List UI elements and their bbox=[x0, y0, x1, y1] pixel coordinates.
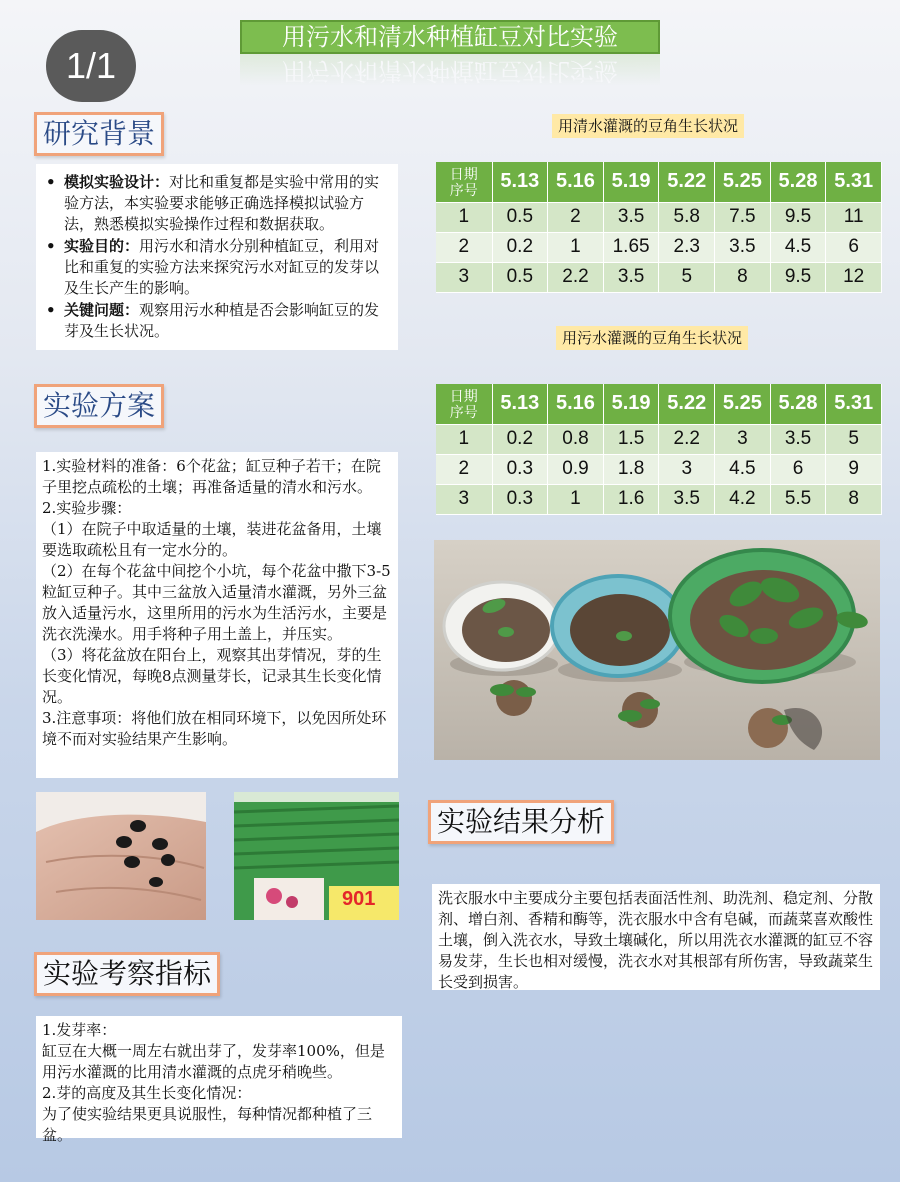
table-cell: 1.8 bbox=[603, 454, 659, 484]
table-cell: 4.5 bbox=[715, 454, 771, 484]
table-cell: 1.6 bbox=[603, 484, 659, 514]
table-cell: 1.5 bbox=[603, 424, 659, 454]
analysis-heading: 实验结果分析 bbox=[428, 800, 614, 844]
indicators-box bbox=[36, 1016, 402, 1144]
row-id: 2 bbox=[436, 454, 492, 484]
plan-line: （3）将花盆放在阳台上，观察其出芽情况，芽的生长变化情况，每晚8点测量芽长，记录其生长变化情况。 bbox=[42, 646, 382, 706]
dirty-water-table bbox=[436, 384, 882, 515]
page-title: 用污水和清水种植缸豆对比实验 bbox=[240, 20, 660, 54]
table-cell: 3.5 bbox=[770, 424, 826, 454]
table-cell: 3 bbox=[659, 454, 715, 484]
background-item: • 模拟实验设计：对比和重复都是实验中常用的实验方法，本实验要求能够正确选择模拟试验方法，熟悉模拟实验操作过程和数据获取。 bbox=[44, 172, 392, 235]
table-cell: 3 bbox=[715, 424, 771, 454]
plan-line: 3.注意事项：将他们放在相同环境下，以免因所处环境不而对实验结果产生影响。 bbox=[42, 709, 387, 748]
table-cell: 8 bbox=[715, 262, 771, 292]
table-cell: 8 bbox=[826, 484, 882, 514]
table-row bbox=[436, 454, 882, 484]
table-cell: 3.5 bbox=[715, 232, 771, 262]
table-cell: 0.5 bbox=[492, 202, 548, 232]
indicators-line: 2.芽的高度及其生长变化情况： bbox=[42, 1084, 252, 1102]
table-cell: 1 bbox=[548, 484, 604, 514]
clean-table-caption: 用清水灌溉的豆角生长状况 bbox=[552, 114, 744, 138]
plan-line: 2.实验步骤： bbox=[42, 499, 132, 517]
table-cell: 0.3 bbox=[492, 454, 548, 484]
page-title-reflection: 用污水和清水种植缸豆对比实验 bbox=[240, 54, 660, 86]
date-header: 5.16 bbox=[548, 384, 604, 424]
seed-package-photo bbox=[234, 792, 399, 920]
table-cell: 3.5 bbox=[603, 262, 659, 292]
table-cell: 0.9 bbox=[548, 454, 604, 484]
seeds-in-hand-photo bbox=[36, 792, 206, 920]
date-header: 5.25 bbox=[715, 384, 771, 424]
plan-box bbox=[36, 452, 398, 778]
table-cell: 1 bbox=[548, 232, 604, 262]
table-cell: 0.8 bbox=[548, 424, 604, 454]
dirty-table-caption: 用污水灌溉的豆角生长状况 bbox=[556, 326, 748, 350]
date-header: 5.28 bbox=[770, 162, 826, 202]
table-row bbox=[436, 232, 882, 262]
date-header: 5.22 bbox=[659, 384, 715, 424]
table-cell: 0.2 bbox=[492, 424, 548, 454]
indicators-line: 缸豆在大概一周左右就出芽了，发芽率100%，但是用污水灌溉的比用清水灌溉的点虎牙稍晚些。 bbox=[42, 1042, 385, 1081]
table-cell: 7.5 bbox=[715, 202, 771, 232]
plan-heading: 实验方案 bbox=[34, 384, 164, 428]
table-cell: 2.2 bbox=[548, 262, 604, 292]
background-heading: 研究背景 bbox=[34, 112, 164, 156]
background-item: • 关键问题：观察用污水种植是否会影响缸豆的发芽及生长状况。 bbox=[44, 300, 392, 342]
analysis-box bbox=[432, 884, 880, 990]
date-header: 5.19 bbox=[603, 384, 659, 424]
page-badge: 1/1 bbox=[46, 30, 136, 102]
seed-package-number: 901 bbox=[342, 888, 376, 910]
row-id: 2 bbox=[436, 232, 492, 262]
background-list bbox=[36, 164, 398, 351]
background-box bbox=[36, 164, 398, 350]
table-cell: 4.2 bbox=[715, 484, 771, 514]
date-header: 5.13 bbox=[492, 384, 548, 424]
table-cell: 2 bbox=[548, 202, 604, 232]
table-cell: 2.3 bbox=[659, 232, 715, 262]
table-cell: 3.5 bbox=[659, 484, 715, 514]
table-cell: 1.65 bbox=[603, 232, 659, 262]
plan-line: （2）在每个花盆中间挖个小坑，每个花盆中撒下3-5粒缸豆种子。其中三盆放入适量清水灌溉，另外三盆放入适量污水，这里所用的污水为生活污水，主要是洗衣洗澡水。用手将种子用土盖上，并压实。 bbox=[42, 562, 391, 643]
date-header: 5.22 bbox=[659, 162, 715, 202]
row-id: 3 bbox=[436, 262, 492, 292]
table-cell: 6 bbox=[770, 454, 826, 484]
table-cell: 3.5 bbox=[603, 202, 659, 232]
table-cell: 2.2 bbox=[659, 424, 715, 454]
date-header: 5.25 bbox=[715, 162, 771, 202]
table-cell: 9.5 bbox=[770, 262, 826, 292]
indicators-heading: 实验考察指标 bbox=[34, 952, 220, 996]
indicators-line: 为了使实验结果更具说服性，每种情况都种植了三盆。 bbox=[42, 1105, 373, 1144]
table-cell: 5 bbox=[659, 262, 715, 292]
table-cell: 0.2 bbox=[492, 232, 548, 262]
date-header: 5.31 bbox=[826, 162, 882, 202]
plan-line: （1）在院子中取适量的土壤，装进花盆备用，土壤要选取疏松且有一定水分的。 bbox=[42, 520, 382, 559]
table-cell: 4.5 bbox=[770, 232, 826, 262]
analysis-text: 洗衣服水中主要成分主要包括表面活性剂、助洗剂、稳定剂、分散剂、增白剂、香精和酶等，洗衣服水中含有皂碱，而蔬菜喜欢酸性土壤，倒入洗衣水，导致土壤碱化，所以用洗衣水灌溉的缸豆不容易发芽，生长也相对缓慢，洗衣水对其根部有所伤害，导致蔬菜生长受到损害。 bbox=[438, 889, 874, 991]
table-corner-header: 日期 序号 bbox=[436, 384, 492, 424]
date-header: 5.31 bbox=[826, 384, 882, 424]
table-cell: 0.5 bbox=[492, 262, 548, 292]
table-cell: 12 bbox=[826, 262, 882, 292]
row-id: 1 bbox=[436, 424, 492, 454]
table-cell: 6 bbox=[826, 232, 882, 262]
clean-water-table bbox=[436, 162, 882, 293]
date-header: 5.19 bbox=[603, 162, 659, 202]
date-header: 5.16 bbox=[548, 162, 604, 202]
date-header: 5.13 bbox=[492, 162, 548, 202]
table-cell: 9.5 bbox=[770, 202, 826, 232]
plan-line: 1.实验材料的准备：6个花盆；缸豆种子若干；在院子里挖点疏松的土壤；再准备适量的清水和污水。 bbox=[42, 457, 381, 496]
table-cell: 0.3 bbox=[492, 484, 548, 514]
table-corner-header: 日期 序号 bbox=[436, 162, 492, 202]
table-row bbox=[436, 424, 882, 454]
row-id: 3 bbox=[436, 484, 492, 514]
table-row bbox=[436, 202, 882, 232]
table-cell: 5.8 bbox=[659, 202, 715, 232]
table-row bbox=[436, 484, 882, 514]
indicators-line: 1.发芽率： bbox=[42, 1021, 117, 1039]
table-cell: 5.5 bbox=[770, 484, 826, 514]
table-cell: 5 bbox=[826, 424, 882, 454]
plant-pots-photo bbox=[434, 540, 880, 760]
table-row bbox=[436, 262, 882, 292]
table-cell: 11 bbox=[826, 202, 882, 232]
row-id: 1 bbox=[436, 202, 492, 232]
table-cell: 9 bbox=[826, 454, 882, 484]
date-header: 5.28 bbox=[770, 384, 826, 424]
background-item: • 实验目的：用污水和清水分别种植缸豆，利用对比和重复的实验方法来探究污水对缸豆的发芽以及生长产生的影响。 bbox=[44, 236, 392, 299]
